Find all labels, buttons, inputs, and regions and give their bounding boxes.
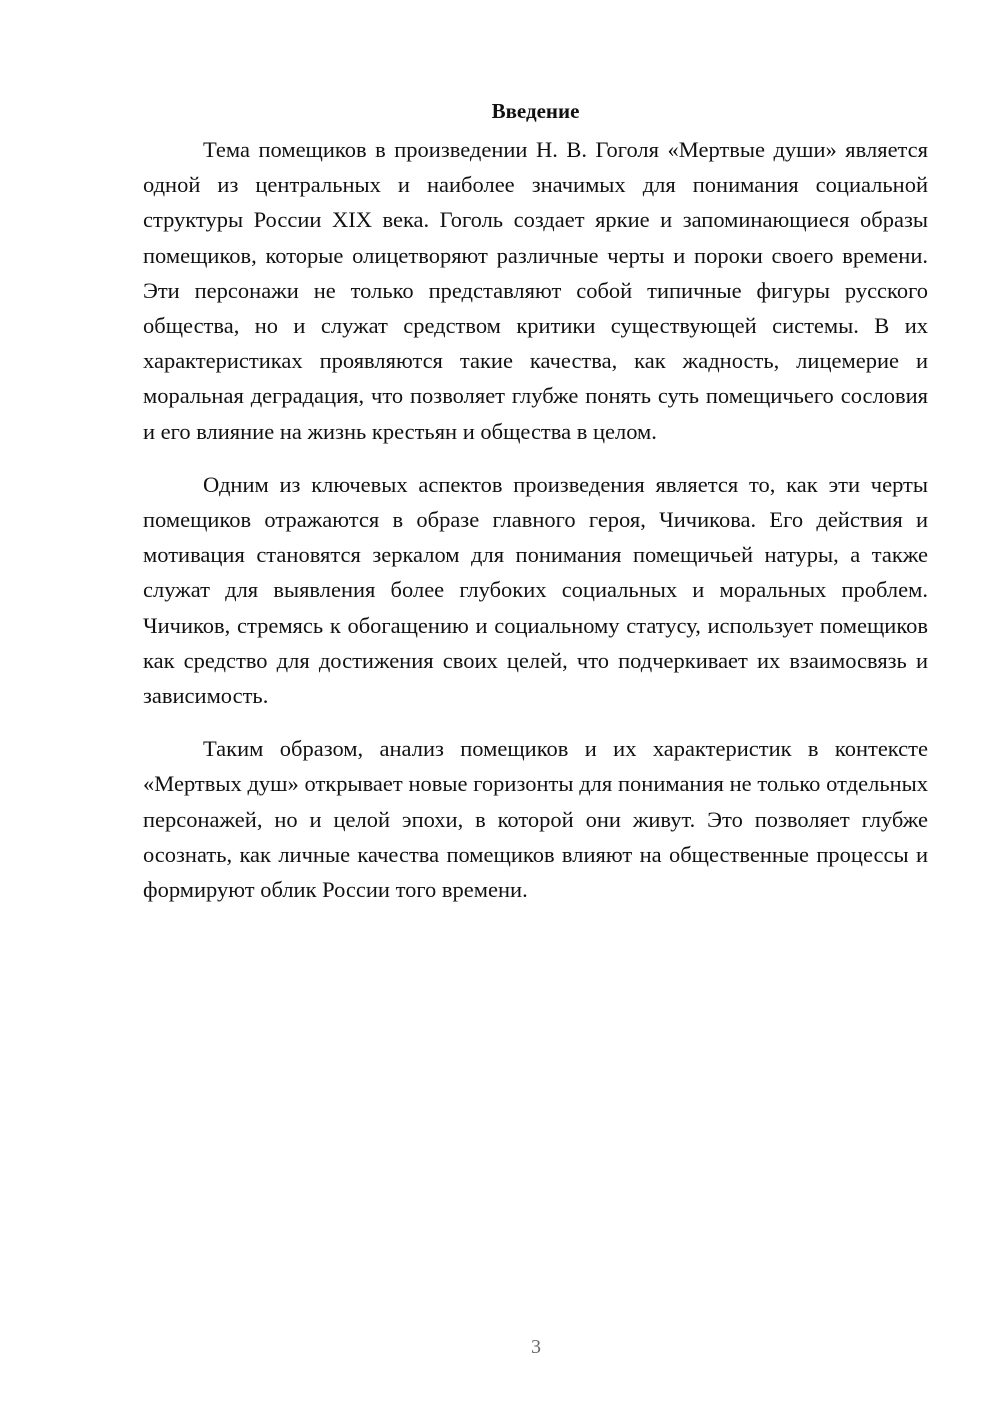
page-number: 3: [531, 1336, 541, 1358]
paragraph-3: Таким образом, анализ помещиков и их характеристик в контексте «Мертвых душ» открывает новые горизонты для понимания не только отдельных персонажей, но и целой эпохи, в которой они живут. Это позволяет глубже осознать, как личные качества помещиков влияют на общественные процессы и формируют облик России того времени.: [143, 736, 928, 903]
page-body: [143, 96, 928, 925]
paragraph-1: Тема помещиков в произведении Н. В. Гоголя «Мертвые души» является одной из центральных и наиболее значимых для понимания социальной структуры России XIX века. Гоголь создает яркие и запоминающиеся образы помещиков, которые олицетворяют различные черты и пороки своего времени. Эти персонажи не только представляют собой типичные фигуры русского общества, но и служат средством критики существующей системы. В их характеристиках проявляются такие качества, как жадность, лицемерие и моральная деградация, что позволяет глубже понять суть помещичьего сословия и его влияние на жизнь крестьян и общества в целом.: [143, 137, 928, 444]
paragraph-2: Одним из ключевых аспектов произведения является то, как эти черты помещиков отражаются в образе главного героя, Чичикова. Его действия и мотивация становятся зеркалом для понимания помещичьей натуры, а также служат для выявления более глубоких социальных и моральных проблем. Чичиков, стремясь к обогащению и социальному статусу, использует помещиков как средство для достижения своих целей, что подчеркивает их взаимосвязь и зависимость.: [143, 471, 928, 709]
section-heading: Введение: [491, 99, 580, 123]
